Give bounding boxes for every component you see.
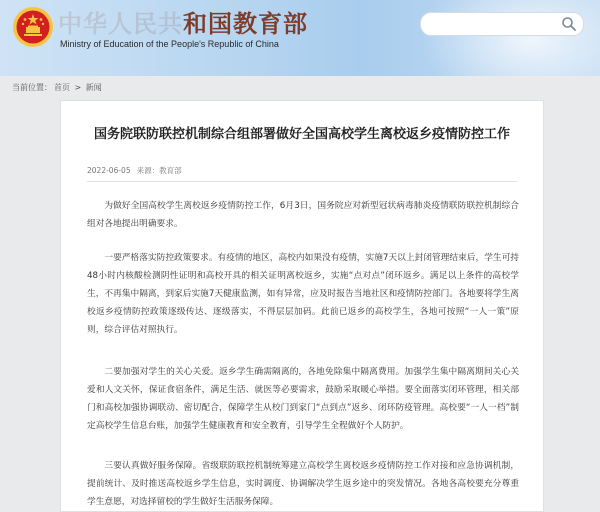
article-paragraph: 二要加强对学生的关心关爱。返乡学生确需隔离的，各地免除集中隔离费用。加强学生集中隔离期间关心关爱和人文关怀，保证食宿条件，满足生活、就医等必要需求，鼓励采取暖心举措。要全面落实闭环管理，相关部门和高校加强协调联动、密切配合，保障学生从校门到家门“点到点”返乡、闭环防疫管理。高校要“一人一档”制定高校学生信息台账，加强学生健康教育和安全教育，引导学生全程做好个人防护。 [87, 367, 519, 431]
article-paragraph: 三要认真做好服务保障。省级联防联控机制统筹建立高校学生离校返乡疫情防控工作对接和应急协调机制，提前统计、及时推送高校返乡学生信息，实时调度、协调解决学生返乡途中的突发情况。各地各高校要充分尊重学生意愿，对选择留校的学生做好生活服务保障。 [87, 461, 519, 507]
breadcrumb-separator: > [74, 83, 82, 92]
search-icon[interactable] [561, 16, 577, 32]
article-title: 国务院联防联控机制综合组部署做好全国高校学生离校返乡疫情防控工作 [93, 127, 510, 142]
site-header [0, 0, 600, 76]
breadcrumb [12, 82, 104, 93]
site-title-visible-part: 和国教育部 [183, 10, 308, 38]
breadcrumb-news-link[interactable]: 新闻 [85, 83, 102, 92]
article-meta [87, 165, 188, 176]
article-source: 教育部 [159, 166, 182, 175]
breadcrumb-home-link[interactable]: 首页 [54, 83, 70, 92]
article-source-label: 来源： [136, 166, 160, 175]
search-input[interactable] [420, 12, 584, 36]
article-date: 2022-06-05 [87, 166, 131, 175]
divider [87, 181, 517, 182]
article-paragraph: 一要严格落实防控政策要求。有疫情的地区，高校内如果没有疫情，实施7天以上封闭管理结束后，学生可持48小时内核酸检测阴性证明和高校开具的相关证明离校返乡，实施“点对点”闭环返乡。满足以上条件的高校学生，不再集中隔离，到家后实施7天健康监测，如有异常，应及时报告当地社区和疫情防控部门。各地要将学生离校返乡疫情防控政策逐级传达、逐级落实，不得层层加码。此前已返乡的高校学生，各地可按照“一人一策”原则，综合评估对照执行。 [87, 253, 519, 335]
article-panel [60, 100, 544, 512]
national-emblem-icon[interactable] [12, 6, 54, 48]
breadcrumb-prefix: 当前位置： [12, 83, 52, 92]
site-title-faded-part: 中华人民共 [58, 10, 183, 38]
article-paragraph: 为做好全国高校学生离校返乡疫情防控工作，6月3日，国务院应对新型冠状病毒肺炎疫情联防联控机制综合组对各地提出明确要求。 [87, 201, 519, 229]
site-title[interactable] [58, 10, 308, 38]
site-title-english: Ministry of Education of the People's Republic of China [60, 39, 279, 49]
